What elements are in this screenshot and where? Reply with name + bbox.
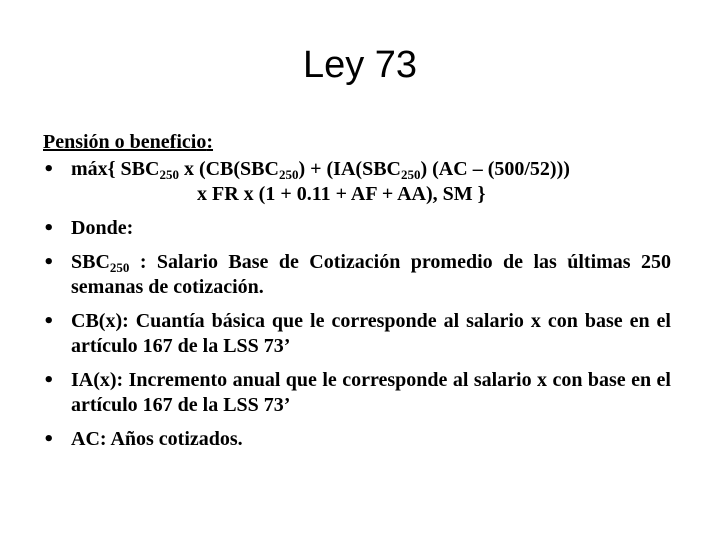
bullet-icon: • (43, 370, 55, 391)
formula-subscript: 250 (159, 167, 179, 182)
formula-line-2: x FR x (1 + 0.11 + AF + AA), SM } (197, 183, 486, 205)
sbc-subscript: 250 (109, 260, 130, 275)
heading-text: Pensión o beneficio (43, 131, 207, 153)
slide-body (43, 130, 671, 461)
formula-part: ) + (IA(SBC (298, 158, 401, 180)
bullet-icon: • (43, 311, 55, 332)
donde-item (43, 216, 671, 241)
formula-part: ) (AC – (500/52))) (420, 158, 570, 180)
formula-subscript: 250 (278, 167, 299, 182)
ia-definition-item (43, 368, 671, 418)
slide-title: Ley 73 (302, 44, 418, 86)
formula-part: x (CB(SBC (178, 158, 279, 180)
bullet-icon: • (43, 159, 55, 180)
section-heading (43, 130, 671, 155)
ac-definition: AC: Años cotizados. (71, 428, 243, 450)
bullet-icon: • (43, 252, 55, 273)
sbc-definition-item (43, 250, 671, 300)
heading-colon: : (206, 131, 214, 153)
bullet-icon: • (43, 218, 55, 239)
formula-subscript: 250 (400, 167, 421, 182)
cb-definition: CB(x): Cuantía básica que le corresponde al salario x con base en el artículo 167 de la LSS 73’ (71, 310, 671, 357)
donde-text: Donde: (71, 217, 134, 239)
formula-line-1 (71, 158, 570, 180)
sbc-term: SBC (71, 251, 110, 273)
ia-definition: IA(x): Incremento anual que le corresponde al salario x con base en el artículo 167 de la LSS 73’ (71, 369, 671, 416)
sbc-definition: : Salario Base de Cotización promedio de las últimas 250 semanas de cotización. (71, 251, 671, 298)
cb-definition-item (43, 309, 671, 359)
bullet-icon: • (43, 429, 55, 450)
ac-definition-item (43, 427, 671, 452)
formula-part: máx{ SBC (71, 158, 160, 180)
formula-item (43, 157, 671, 207)
